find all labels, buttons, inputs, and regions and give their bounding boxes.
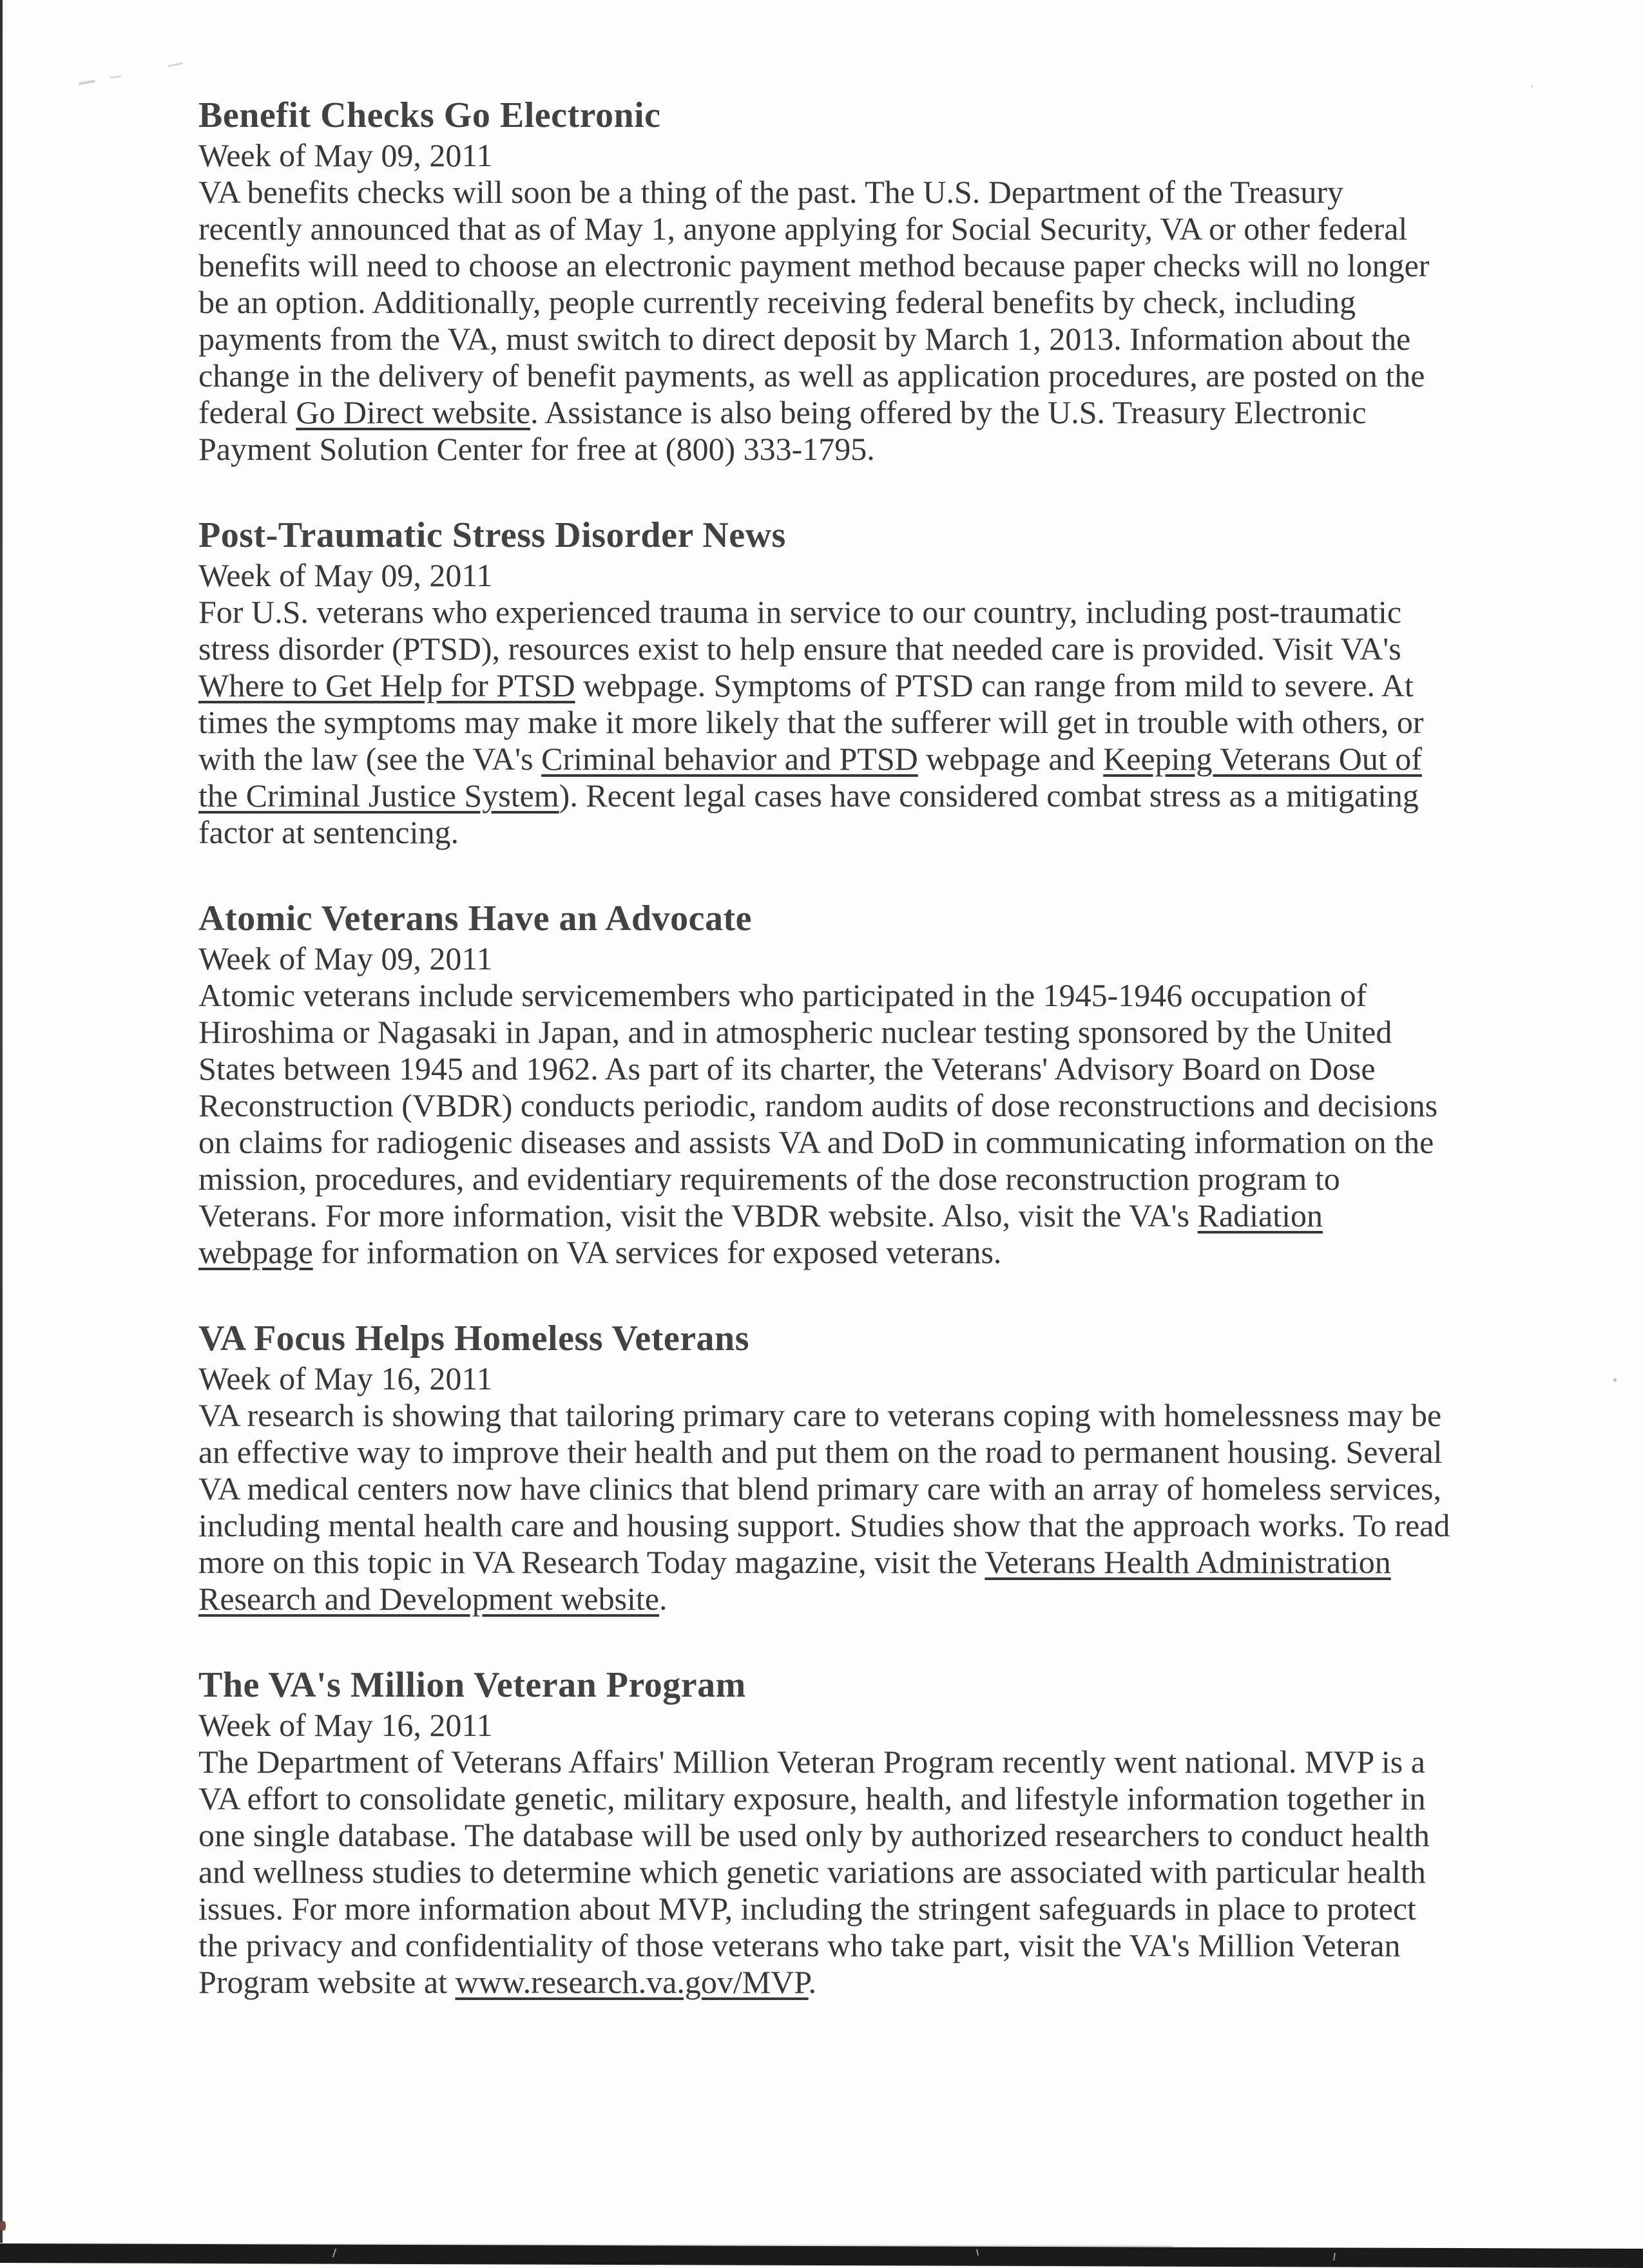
text-segment: . [808,1964,817,2000]
text-segment: federal [198,394,296,430]
text-line [198,247,1455,284]
hyperlink-text: Criminal behavior and PTSD [541,741,918,777]
text-line [198,741,1455,777]
text-line [198,667,1455,704]
article-title: Atomic Veterans Have an Advocate [198,899,753,939]
text-segment: an effective way to improve their health and put them on the road to permanent housing. Several [198,1434,1443,1470]
text-segment: VA benefits checks will soon be a thing of the past. The U.S. Department of the Treasury [198,174,1344,210]
text-segment: with the law (see the VA's [198,741,542,777]
text-line [198,1927,1455,1964]
dust-speck [1613,1378,1617,1382]
text-line [198,1434,1455,1471]
pencil-mark [110,75,121,79]
scan-bottom-bar [0,2244,1643,2268]
hyperlink-text: the Criminal Justice System [198,777,559,814]
text-segment: Hiroshima or Nagasaki in Japan, and in atmospheric nuclear testing sponsored by the United [198,1014,1392,1050]
text-segment: VA research is showing that tailoring primary care to veterans coping with homelessness may be [198,1397,1442,1433]
articles [198,95,1455,2001]
scan-scratch [332,2249,336,2258]
text-segment: For U.S. veterans who experienced trauma in service to our country, including post-traumatic [198,594,1402,630]
text-segment: benefits will need to choose an electronic payment method because paper checks will no longer [198,247,1430,283]
text-segment: the privacy and confidentiality of those veterans who take part, visit the VA's Million Veteran [198,1927,1401,1963]
article-title: The VA's Million Veteran Program [198,1665,746,1705]
article-date: Week of May 09, 2011 [198,940,493,977]
text-line [198,1891,1455,1927]
article-date: Week of May 16, 2011 [198,1707,493,1743]
text-line [198,357,1455,394]
article-title: Benefit Checks Go Electronic [198,95,661,135]
text-segment: recently announced that as of May 1, anyone applying for Social Security, VA or other federal [198,211,1408,247]
text-segment: factor at sentencing. [198,814,459,850]
text-segment: . [659,1581,668,1617]
hyperlink-text: Where to Get Help for PTSD [198,667,575,703]
text-segment: on claims for radiogenic diseases and assists VA and DoD in communicating information on the [198,1124,1434,1160]
text-segment: webpage. Symptoms of PTSD can range from mild to severe. At [575,667,1414,703]
text-line [198,1014,1455,1051]
text-segment: more on this topic in VA Research Today magazine, visit the [198,1544,985,1580]
text-line [198,1854,1455,1891]
text-line [198,174,1455,211]
text-line [198,431,1455,468]
article-section [198,1319,1455,1617]
text-segment: Reconstruction (VBDR) conducts periodic, random audits of dose reconstructions and decisions [198,1087,1438,1123]
hyperlink-text: webpage [198,1234,313,1270]
text-line [198,1397,1455,1434]
text-segment: Payment Solution Center for free at (800) 333-1795. [198,431,875,467]
article-title: Post-Traumatic Stress Disorder News [198,515,786,555]
text-segment: including mental health care and housing support. Studies show that the approach works. To read [198,1507,1450,1543]
text-segment: be an option. Additionally, people currently receiving federal benefits by check, including [198,284,1356,320]
text-segment: mission, procedures, and evidentiary requirements of the dose reconstruction program to [198,1161,1340,1197]
text-segment: and wellness studies to determine which genetic variations are associated with particular health [198,1854,1426,1890]
hyperlink-text: Radiation [1197,1197,1323,1234]
text-line [198,1581,1455,1617]
text-segment: ). Recent legal cases have considered combat stress as a mitigating [559,777,1419,814]
dust-speck [0,2221,6,2231]
text-line [198,1964,1455,2001]
text-segment: webpage and [918,741,1104,777]
text-segment: Program website at [198,1964,456,2000]
text-line [198,1087,1455,1124]
dust-speck [1531,85,1533,88]
text-line [198,1471,1455,1507]
text-line [198,1197,1455,1234]
document-page [198,95,1455,2001]
text-segment: Atomic veterans include servicemembers who participated in the 1945-1946 occupation of [198,977,1367,1013]
text-segment: for information on VA services for exposed veterans. [312,1234,1002,1270]
text-line [198,777,1455,814]
text-segment: issues. For more information about MVP, including the stringent safeguards in place to protect [198,1891,1416,1927]
article-section [198,95,1455,468]
text-segment: VA effort to consolidate genetic, military exposure, health, and lifestyle information together in [198,1780,1426,1816]
text-line [198,1234,1455,1271]
text-line [198,1161,1455,1197]
text-line [198,631,1455,667]
text-line [198,594,1455,631]
scan-scratch [976,2249,979,2256]
text-segment: payments from the VA, must switch to direct deposit by March 1, 2013. Information about the [198,321,1411,357]
text-line [198,321,1455,357]
text-segment: times the symptoms may make it more likely that the sufferer will get in trouble with others, or [198,704,1424,740]
hyperlink-text: Research and Development website [198,1581,660,1617]
text-segment: The Department of Veterans Affairs' Million Veteran Program recently went national. MVP is a [198,1744,1425,1780]
text-segment: States between 1945 and 1962. As part of its charter, the Veterans' Advisory Board on Dose [198,1051,1376,1087]
article-date: Week of May 16, 2011 [198,1360,493,1396]
text-segment: . Assistance is also being offered by the U.S. Treasury Electronic [530,394,1367,430]
article-section [198,899,1455,1271]
hyperlink-text: Keeping Veterans Out of [1103,741,1422,777]
text-segment: VA medical centers now have clinics that blend primary care with an array of homeless services, [198,1471,1441,1507]
text-line [198,1817,1455,1854]
text-line [198,1544,1455,1581]
text-line [198,704,1455,741]
text-line [198,1124,1455,1161]
article-title: VA Focus Helps Homeless Veterans [198,1319,749,1358]
text-line [198,814,1455,851]
text-line [198,977,1455,1014]
article-section [198,515,1455,851]
article-section [198,1665,1455,2001]
hyperlink-text: Veterans Health Administration [985,1544,1391,1580]
text-line [198,211,1455,247]
text-line [198,1780,1455,1817]
text-line [198,1744,1455,1780]
text-line [198,394,1455,431]
text-segment: stress disorder (PTSD), resources exist to help ensure that needed care is provided. Visit VA's [198,631,1401,667]
text-line [198,1507,1455,1544]
text-segment: change in the delivery of benefit payments, as well as application procedures, are posted on the [198,357,1425,394]
text-line [198,1051,1455,1087]
pencil-mark [168,62,183,68]
text-segment: Veterans. For more information, visit the VBDR website. Also, visit the VA's [198,1197,1198,1234]
hyperlink-text: Go Direct website [296,394,531,430]
article-date: Week of May 09, 2011 [198,137,493,173]
hyperlink-text: www.research.va.gov/MVP [455,1964,809,2000]
pencil-mark [79,80,95,85]
article-date: Week of May 09, 2011 [198,557,493,593]
text-line [198,284,1455,321]
text-segment: one single database. The database will be used only by authorized researchers to conduct health [198,1817,1430,1853]
scan-left-edge-line [0,0,3,2243]
